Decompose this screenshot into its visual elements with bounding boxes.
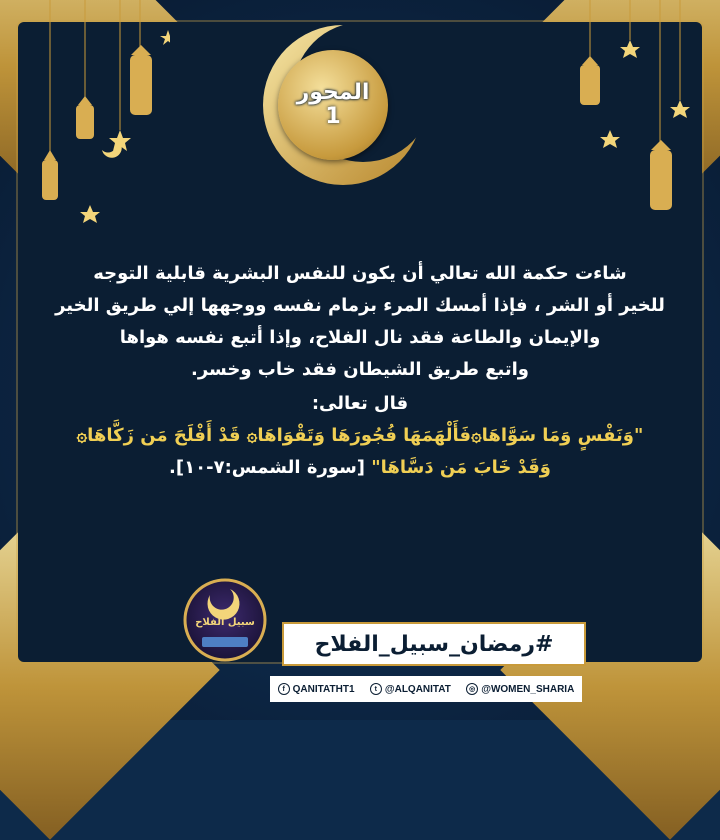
- hashtag-banner: #رمضان_سبيل_الفلاح: [282, 622, 586, 666]
- topic-badge: [278, 50, 388, 160]
- text-line-3: والإيمان والطاعة فقد نال الفلاح، وإذا أتبع نفسه هواها: [119, 327, 601, 348]
- verse-line-2: وَقَدْ خَابَ مَن دَسَّاهَا": [371, 457, 551, 478]
- text-line-1: شاءت حكمة الله تعالي أن يكون للنفس البشرية قابلية التوجه: [93, 263, 627, 284]
- footer-instagram[interactable]: [466, 683, 574, 695]
- lanterns-left-icon: [20, 0, 170, 240]
- quote-intro: قال تعالى:: [311, 393, 409, 414]
- verse-line-1: "وَنَفْسٍ وَمَا سَوَّاهَا۞فَأَلْهَمَهَا فُجُورَهَا وَتَقْوَاهَا۞ قَدْ أَفْلَحَ مَن زَكَّاهَا۞: [76, 425, 644, 446]
- facebook-handle: QANITATHT1: [292, 683, 355, 695]
- verse-line-2-wrap: [40, 452, 680, 484]
- main-text: [40, 258, 680, 484]
- text-line-4: واتبع طريق الشيطان فقد خاب وخسر.: [191, 359, 529, 380]
- footer-twitter[interactable]: [370, 683, 451, 695]
- instagram-handle: @WOMEN_SHARIA: [481, 683, 575, 695]
- badge-number: 1: [325, 104, 341, 129]
- verse-reference: [سورة الشمس:٧-١٠].: [169, 457, 372, 478]
- twitter-icon: t: [370, 683, 382, 695]
- sabeel-alfalah-logo: [180, 575, 270, 665]
- social-footer: [270, 676, 582, 702]
- footer-facebook[interactable]: [278, 683, 355, 695]
- instagram-icon: ◎: [466, 683, 478, 695]
- text-line-2: للخير أو الشر ، فإذا أمسك المرء بزمام نفسه ووجهها إلي طريق الخير: [55, 295, 665, 316]
- twitter-handle: @ALQANITAT: [384, 683, 451, 695]
- facebook-icon: f: [278, 683, 290, 695]
- lanterns-right-icon: [550, 0, 700, 240]
- badge-title: المحور: [296, 79, 370, 105]
- logo-text: سبيل الفلاح: [195, 617, 255, 628]
